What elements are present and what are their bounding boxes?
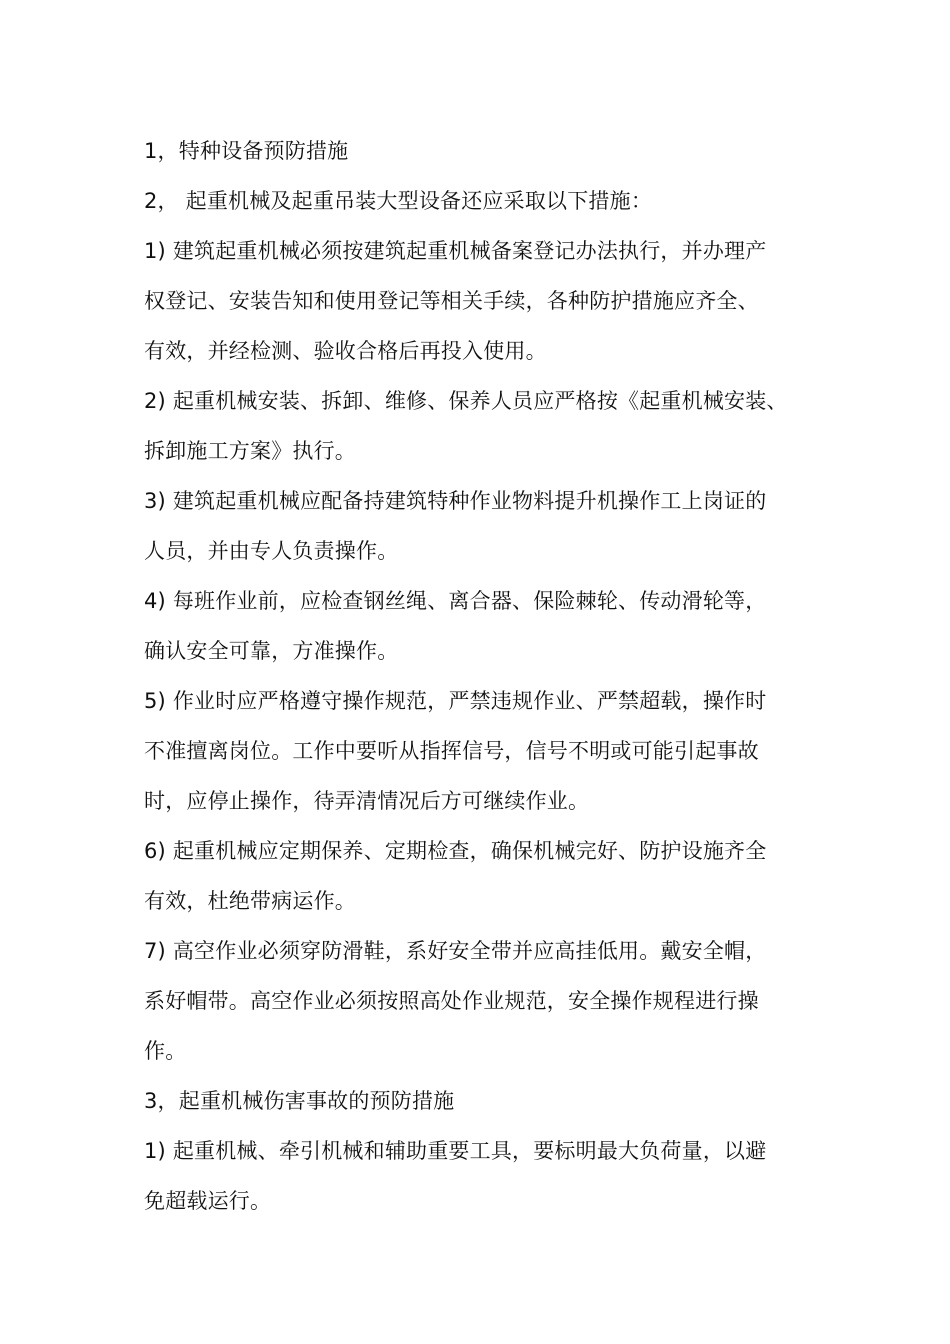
paragraph-line: 5) 作业时应严格遵守操作规范，严禁违规作业、严禁超载，操作时 [144, 689, 767, 713]
paragraph-line: 人员，并由专人负责操作。 [144, 539, 399, 563]
paragraph-line: 时，应停止操作，待弄清情况后方可继续作业。 [144, 789, 590, 813]
document-body [144, 126, 824, 1226]
heading-section-3: 3，起重机械伤害事故的预防措施 [144, 1089, 455, 1113]
paragraph-line: 3) 建筑起重机械应配备持建筑特种作业物料提升机操作工上岗证的 [144, 489, 767, 513]
paragraph-line: 作。 [144, 1039, 187, 1063]
paragraph-line: 拆卸施工方案》执行。 [144, 439, 356, 463]
paragraph-line: 4) 每班作业前，应检查钢丝绳、离合器、保险棘轮、传动滑轮等， [144, 589, 767, 613]
heading-section-1: 1，特种设备预防措施 [144, 139, 349, 163]
paragraph-line: 系好帽带。高空作业必须按照高处作业规范，安全操作规程进行操 [144, 989, 759, 1013]
paragraph-line: 免超载运行。 [144, 1189, 272, 1213]
paragraph-line: 权登记、安装告知和使用登记等相关手续，各种防护措施应齐全、 [144, 289, 759, 313]
heading-section-2: 2， 起重机械及起重吊装大型设备还应采取以下措施： [144, 189, 653, 213]
paragraph-line: 6) 起重机械应定期保养、定期检查，确保机械完好、防护设施齐全 [144, 839, 767, 863]
paragraph-line: 不准擅离岗位。工作中要听从指挥信号，信号不明或可能引起事故 [144, 739, 759, 763]
paragraph-line: 1) 起重机械、牵引机械和辅助重要工具，要标明最大负荷量，以避 [144, 1139, 767, 1163]
paragraph-line: 有效，并经检测、验收合格后再投入使用。 [144, 339, 547, 363]
paragraph-line: 2) 起重机械安装、拆卸、维修、保养人员应严格按《起重机械安装、 [144, 389, 788, 413]
paragraph-line: 7) 高空作业必须穿防滑鞋，系好安全带并应高挂低用。戴安全帽， [144, 939, 767, 963]
paragraph-line: 确认安全可靠，方准操作。 [144, 639, 399, 663]
paragraph-line: 有效，杜绝带病运作。 [144, 889, 356, 913]
paragraph-line: 1) 建筑起重机械必须按建筑起重机械备案登记办法执行，并办理产 [144, 239, 767, 263]
